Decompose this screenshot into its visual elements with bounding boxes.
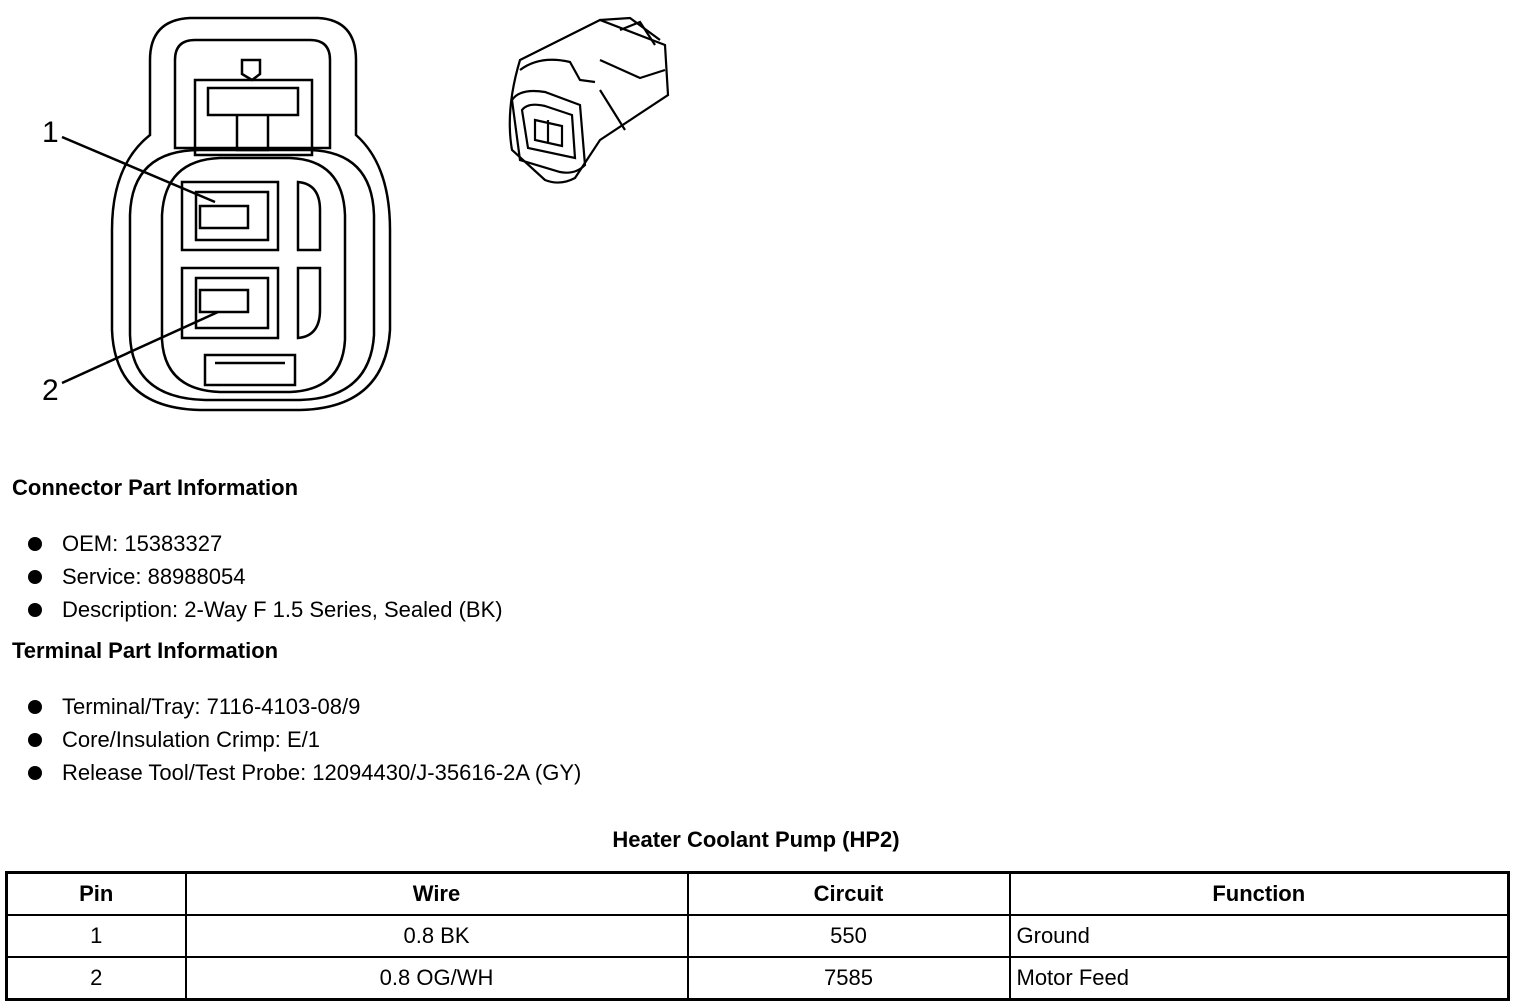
table-row xyxy=(7,957,1509,1000)
list-item: Terminal/Tray: 7116-4103-08/9 xyxy=(28,690,581,723)
bullet-icon xyxy=(28,700,42,714)
pin-1-callout: 1 xyxy=(42,116,59,149)
bullet-icon xyxy=(28,537,42,551)
table-title: Heater Coolant Pump (HP2) xyxy=(612,827,900,852)
pinout-table xyxy=(5,871,1510,1001)
cell-function: Motor Feed xyxy=(1010,957,1509,1000)
bullet-icon xyxy=(28,733,42,747)
cell-pin: 2 xyxy=(7,957,186,1000)
cell-circuit: 550 xyxy=(688,915,1010,957)
column-header-wire: Wire xyxy=(186,873,688,916)
list-item: OEM: 15383327 xyxy=(28,527,503,560)
cell-function: Ground xyxy=(1010,915,1509,957)
column-header-circuit: Circuit xyxy=(688,873,1010,916)
pin-2-callout: 2 xyxy=(42,374,59,407)
terminal-info-heading: Terminal Part Information xyxy=(12,638,279,663)
cell-circuit: 7585 xyxy=(688,957,1010,1000)
cell-pin: 1 xyxy=(7,915,186,957)
bullet-icon xyxy=(28,570,42,584)
table-header-row xyxy=(7,873,1509,916)
connector-isometric-view xyxy=(510,18,668,183)
table-row xyxy=(7,915,1509,957)
connector-info-heading: Connector Part Information xyxy=(12,475,299,500)
column-header-function: Function xyxy=(1010,873,1509,916)
list-item: Service: 88988054 xyxy=(28,560,503,593)
connector-info-list xyxy=(28,527,503,626)
terminal-info-list xyxy=(28,690,581,789)
cell-wire: 0.8 BK xyxy=(186,915,688,957)
cell-wire: 0.8 OG/WH xyxy=(186,957,688,1000)
connector-face-view xyxy=(112,18,390,410)
bullet-icon xyxy=(28,603,42,617)
list-item: Core/Insulation Crimp: E/1 xyxy=(28,723,581,756)
bullet-icon xyxy=(28,766,42,780)
column-header-pin: Pin xyxy=(7,873,186,916)
list-item: Release Tool/Test Probe: 12094430/J-35616-2A (GY) xyxy=(28,756,581,789)
connector-diagram xyxy=(0,0,700,430)
list-item: Description: 2-Way F 1.5 Series, Sealed (BK) xyxy=(28,593,503,626)
